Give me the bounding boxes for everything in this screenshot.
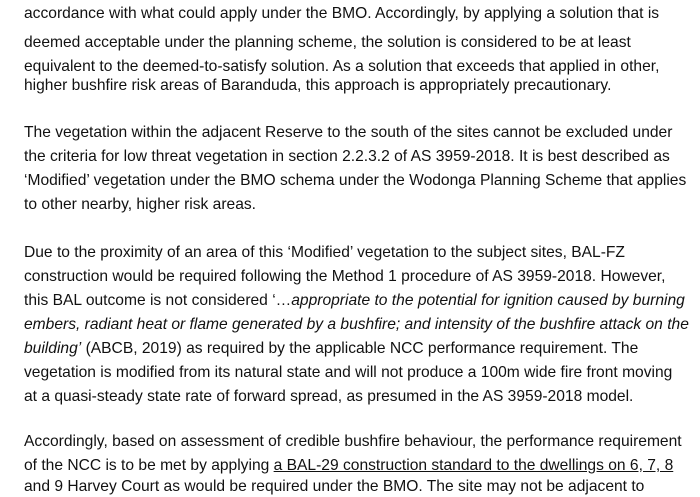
text-line: and 9 Harvey Court as would be required under the BMO. The site may not be adjacent to: [24, 478, 645, 495]
text-line: higher bushfire risk areas of Baranduda, this approach is appropriately precautionary.: [24, 77, 612, 94]
text-line: accordance with what could apply under the BMO. Accordingly, by applying a solution that is: [24, 5, 660, 22]
quoted-text: embers, radiant heat or flame generated by a bushfire; and intensity of the bushfire attack on the: [24, 316, 689, 333]
quoted-text: appropriate to the potential for ignition caused by burning: [291, 292, 685, 309]
underlined-text: a BAL-29 construction standard to the dwellings on 6, 7, 8: [273, 457, 674, 474]
text-line: Due to the proximity of an area of this ‘Modified’ vegetation to the subject sites, BAL-FZ: [24, 244, 625, 261]
text-line: equivalent to the deemed-to-satisfy solution. As a solution that exceeds that applied in other,: [24, 58, 660, 75]
text-line: building’ (ABCB, 2019) as required by the applicable NCC performance requirement. The: [24, 340, 639, 357]
quoted-text: building’: [24, 340, 82, 357]
text-line: the criteria for low threat vegetation in section 2.2.3.2 of AS 3959-2018. It is best described as: [24, 148, 670, 165]
text-line: [24, 315, 689, 335]
text-line: vegetation is modified from its natural state and will not produce a 100m wide fire front moving: [24, 364, 673, 381]
text-line: this BAL outcome is not considered ‘…appropriate to the potential for ignition caused by burning: [24, 292, 685, 309]
text-line: of the NCC is to be met by applying a BAL-29 construction standard to the dwellings on 6, 7, 8: [24, 457, 674, 474]
text-line: The vegetation within the adjacent Reserve to the south of the sites cannot be excluded under: [24, 124, 673, 141]
text-line: construction would be required following the Method 1 procedure of AS 3959-2018. However,: [24, 268, 666, 285]
text-line: at a quasi-steady state rate of forward spread, as presumed in the AS 3959-2018 model.: [24, 388, 634, 405]
text-line: Accordingly, based on assessment of credible bushfire behaviour, the performance requirement: [24, 433, 682, 450]
text-line: to other nearby, higher risk areas.: [24, 196, 257, 213]
text-line: deemed acceptable under the planning scheme, the solution is considered to be at least: [24, 34, 631, 51]
text-line: ‘Modified’ vegetation under the BMO schema under the Wodonga Planning Scheme that applies: [24, 172, 687, 189]
